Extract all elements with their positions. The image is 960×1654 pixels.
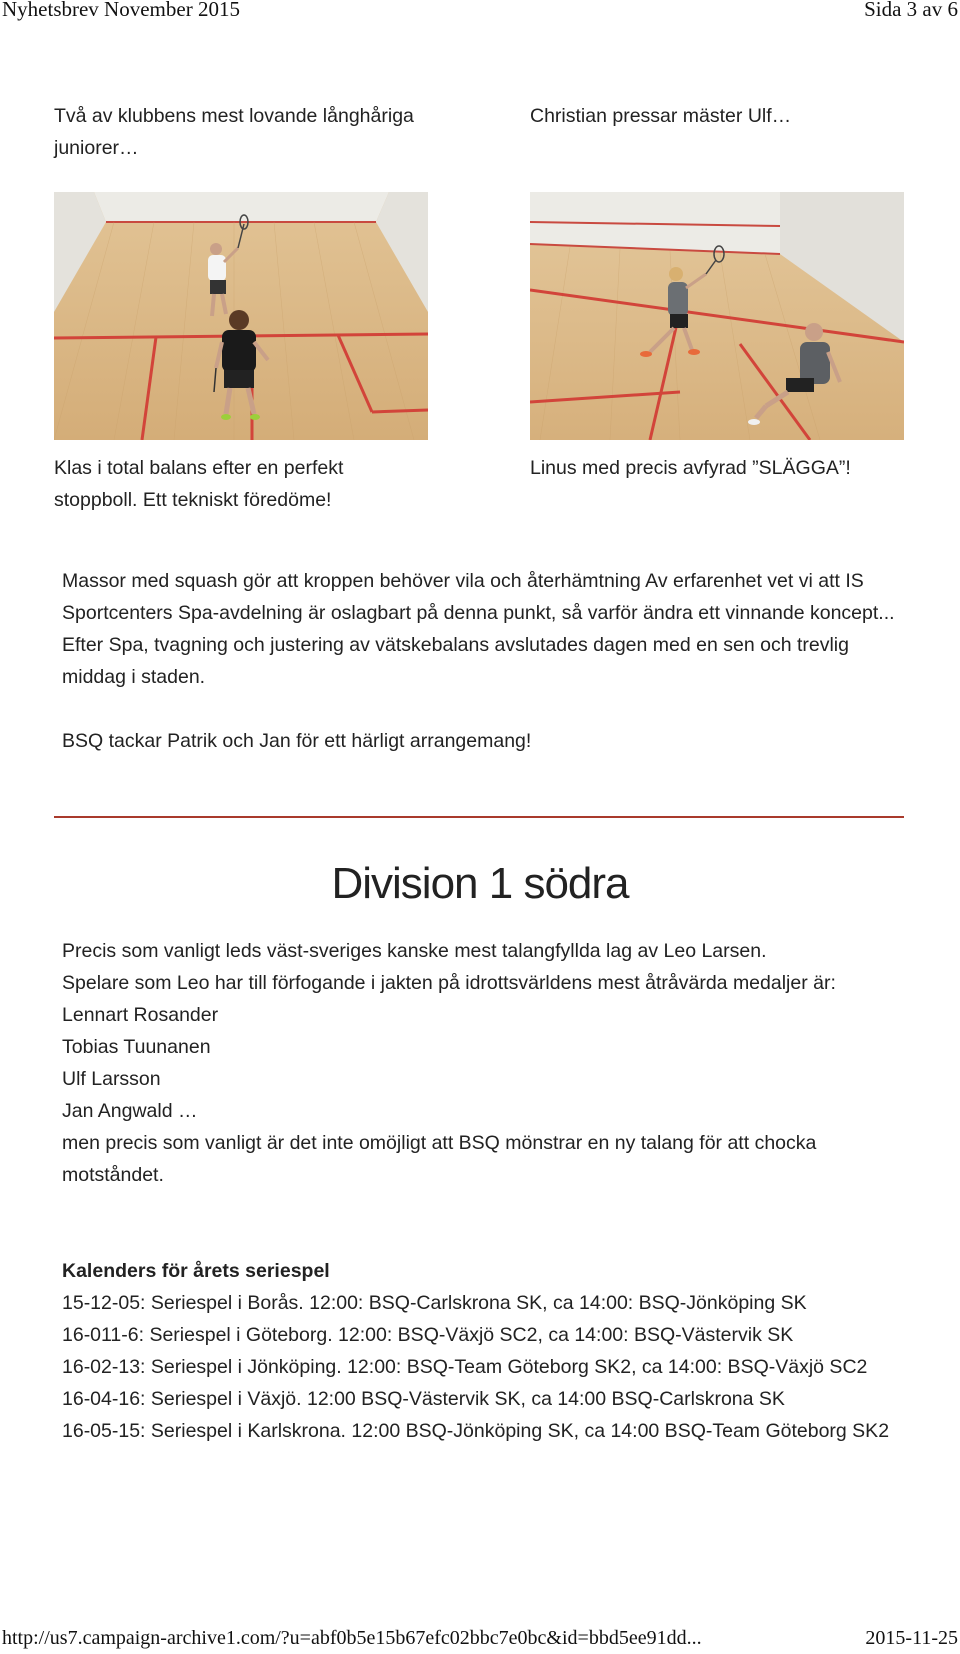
calendar-entry: 16-05-15: Seriespel i Karlskrona. 12:00 BSQ-Jönköping SK, ca 14:00 BSQ-Team Göteborg SK2 bbox=[62, 1420, 890, 1442]
section-heading-division: Division 1 södra bbox=[331, 859, 629, 908]
player-name: Lennart Rosander bbox=[62, 1004, 219, 1026]
thanks-line: BSQ tackar Patrik och Jan för ett härligt arrangemang! bbox=[62, 730, 532, 752]
calendar-entry: 16-02-13: Seriespel i Jönköping. 12:00: BSQ-Team Göteborg SK2, ca 14:00: BSQ-Växjö SC2 bbox=[62, 1356, 868, 1378]
photo-caption-bottom-right: Linus med precis avfyrad ”SLÄGGA”! bbox=[530, 457, 851, 479]
player-name: Jan Angwald … bbox=[62, 1100, 198, 1122]
calendar-entry: 15-12-05: Seriespel i Borås. 12:00: BSQ-Carlskrona SK, ca 14:00: BSQ-Jönköping SK bbox=[62, 1292, 807, 1314]
photo-caption-bottom-left: Klas i total balans efter en perfekt stoppboll. Ett tekniskt föredöme! bbox=[54, 457, 344, 511]
squash-photo-right bbox=[530, 192, 904, 440]
player-name: Tobias Tuunanen bbox=[62, 1036, 211, 1058]
photo-caption-top-left: Två av klubbens mest lovande långhåriga juniorer… bbox=[54, 105, 414, 159]
calendar-entry: 16-011-6: Seriespel i Göteborg. 12:00: BSQ-Växjö SC2, ca 14:00: BSQ-Västervik SK bbox=[62, 1324, 794, 1346]
section-divider bbox=[54, 816, 904, 818]
newsletter-title: Nyhetsbrev November 2015 bbox=[2, 0, 240, 21]
player-name: Ulf Larsson bbox=[62, 1068, 161, 1090]
page-number: Sida 3 av 6 bbox=[864, 0, 958, 21]
calendar-section bbox=[62, 1255, 902, 1447]
squash-photo-left bbox=[54, 192, 428, 440]
print-footer bbox=[0, 1627, 960, 1650]
article-paragraph: Massor med squash gör att kroppen behöver vila och återhämtning Av erfarenhet vet vi att IS Sportcenters Spa-avdelning är oslagbart på denna punkt, så varför ändra ett vinnande koncept... Efter Spa, tvagning och justering av vätskebalans avslutades dagen med en sen och trevlig middag i staden. bbox=[62, 570, 895, 688]
calendar-title: Kalenders för årets seriespel bbox=[62, 1260, 330, 1282]
calendar-entry: 16-04-16: Seriespel i Växjö. 12:00 BSQ-Västervik SK, ca 14:00 BSQ-Carlskrona SK bbox=[62, 1388, 785, 1410]
archive-url-link[interactable]: http://us7.campaign-archive1.com/?u=abf0b5e15b67efc02bbc7e0bc&id=bbd5ee91dd... bbox=[2, 1627, 702, 1649]
division-line: Precis som vanligt leds väst-sveriges kanske mest talangfyllda lag av Leo Larsen. bbox=[62, 940, 767, 962]
division-line: men precis som vanligt är det inte omöjligt att BSQ mönstrar en ny talang för att chocka motståndet. bbox=[62, 1132, 817, 1186]
division-text bbox=[62, 935, 902, 1191]
print-date: 2015-11-25 bbox=[865, 1627, 958, 1649]
photo-caption-top-right: Christian pressar mäster Ulf… bbox=[530, 105, 792, 127]
division-line: Spelare som Leo har till förfogande i jakten på idrottsvärldens mest åtråvärda medaljer är: bbox=[62, 972, 836, 994]
print-header bbox=[0, 0, 960, 22]
